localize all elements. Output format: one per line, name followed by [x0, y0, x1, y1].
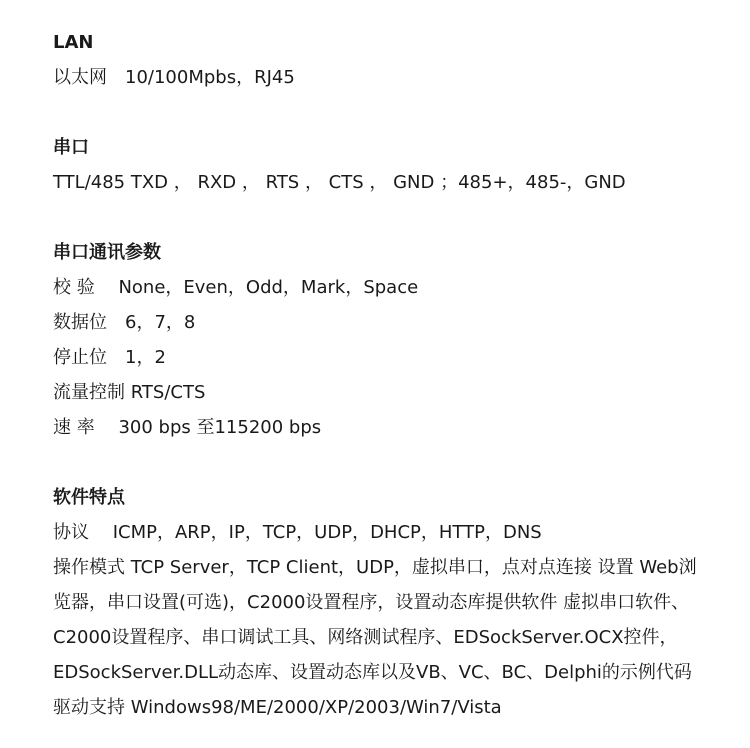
driver-support-line: 驱动支持 Windows98/ME/2000/XP/2003/Win7/Vista	[53, 697, 502, 718]
baud-rate-line: 速 率 300 bps 至115200 bps	[53, 417, 322, 438]
serial-pins-line: TTL/485 TXD ， RXD ， RTS ， CTS ， GND ；485+，485-，GND	[53, 172, 626, 193]
software-heading: 软件特点	[53, 487, 125, 508]
lan-ethernet-line: 以太网 10/100Mpbs，RJ45	[53, 67, 295, 88]
lan-heading: LAN	[53, 32, 94, 53]
section-gap	[53, 202, 713, 237]
software-text-line: 操作模式 TCP Server，TCP Client，UDP，虚拟串口，点对点连接 设置 Web浏	[53, 557, 697, 578]
section-gap	[53, 97, 713, 132]
stop-bits-line: 停止位 1，2	[53, 347, 166, 368]
software-text-line: 览器，串口设置(可选)，C2000设置程序，设置动态库提供软件 虚拟串口软件、	[53, 592, 690, 613]
software-text-line: C2000设置程序、串口调试工具、网络测试程序、EDSockServer.OCX控件，	[53, 627, 678, 648]
parity-line: 校 验 None，Even，Odd，Mark，Space	[53, 277, 419, 298]
section-gap	[53, 447, 713, 482]
serial-params-heading: 串口通讯参数	[53, 242, 161, 263]
software-text-line: EDSockServer.DLL动态库、设置动态库以及VB、VC、BC、Delphi的示例代码	[53, 662, 692, 683]
protocol-line: 协议 ICMP，ARP，IP，TCP，UDP，DHCP，HTTP，DNS	[53, 522, 542, 543]
spec-document	[53, 27, 713, 727]
data-bits-line: 数据位 6，7，8	[53, 312, 196, 333]
serial-heading: 串口	[53, 137, 89, 158]
flow-control-line: 流量控制 RTS/CTS	[53, 382, 206, 403]
